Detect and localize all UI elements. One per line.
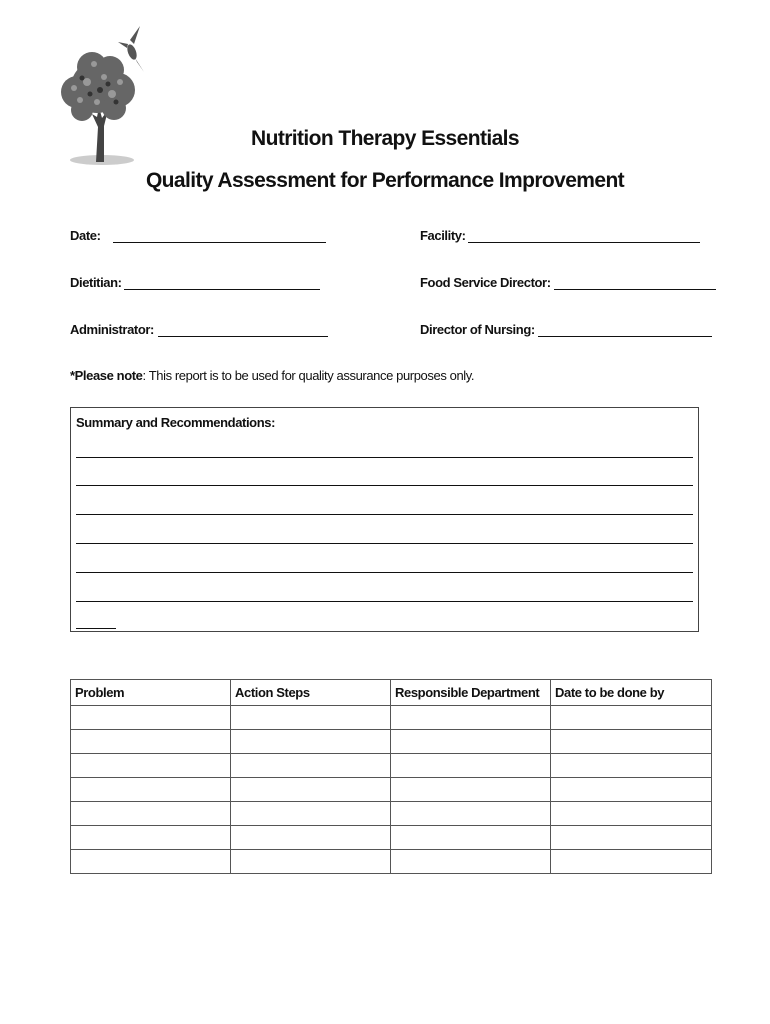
table-cell[interactable] <box>231 730 391 754</box>
table-cell[interactable] <box>391 706 551 730</box>
document-title: Nutrition Therapy Essentials <box>251 127 519 150</box>
table-row <box>71 778 712 802</box>
table-cell[interactable] <box>231 778 391 802</box>
table-cell[interactable] <box>71 730 231 754</box>
table-cell[interactable] <box>71 826 231 850</box>
summary-label: Summary and Recommendations: <box>76 415 276 430</box>
document-subtitle: Quality Assessment for Performance Improvement <box>145 169 625 192</box>
facility-field <box>420 225 700 243</box>
table-cell[interactable] <box>551 706 712 730</box>
table-cell[interactable] <box>71 850 231 874</box>
action-plan-table <box>70 679 712 874</box>
director-of-nursing-input-line[interactable] <box>538 322 712 337</box>
summary-line <box>76 601 693 602</box>
quality-assurance-note <box>70 368 474 383</box>
date-label: Date: <box>70 228 101 243</box>
table-cell[interactable] <box>71 778 231 802</box>
table-cell[interactable] <box>391 754 551 778</box>
table-cell[interactable] <box>71 754 231 778</box>
problem-header: Problem <box>71 680 231 706</box>
food-service-director-field <box>420 272 716 290</box>
table-cell[interactable] <box>231 802 391 826</box>
table-cell[interactable] <box>391 826 551 850</box>
table-cell[interactable] <box>231 706 391 730</box>
table-cell[interactable] <box>551 730 712 754</box>
table-cell[interactable] <box>231 826 391 850</box>
table-cell[interactable] <box>391 778 551 802</box>
table-row <box>71 754 712 778</box>
table-row <box>71 850 712 874</box>
table-cell[interactable] <box>551 754 712 778</box>
responsible-department-header: Responsible Department <box>391 680 551 706</box>
table-cell[interactable] <box>551 826 712 850</box>
note-text: : This report is to be used for quality assurance purposes only. <box>142 368 475 383</box>
note-bold: *Please note <box>70 368 143 383</box>
summary-box[interactable] <box>70 407 699 632</box>
administrator-input-line[interactable] <box>158 322 328 337</box>
table-row <box>71 802 712 826</box>
administrator-label: Administrator: <box>70 322 154 337</box>
summary-line <box>76 543 693 544</box>
date-input-line[interactable] <box>113 228 326 243</box>
table-row <box>71 730 712 754</box>
table-cell[interactable] <box>551 778 712 802</box>
table-cell[interactable] <box>71 802 231 826</box>
table-cell[interactable] <box>551 850 712 874</box>
facility-label: Facility: <box>420 228 466 243</box>
date-field <box>70 225 326 243</box>
table-cell[interactable] <box>71 706 231 730</box>
facility-input-line[interactable] <box>468 228 700 243</box>
dietitian-field <box>70 272 320 290</box>
dietitian-input-line[interactable] <box>124 275 320 290</box>
table-cell[interactable] <box>391 730 551 754</box>
date-to-be-done-by-header: Date to be done by <box>551 680 712 706</box>
table-cell[interactable] <box>391 802 551 826</box>
food-service-director-label: Food Service Director: <box>420 275 551 290</box>
table-cell[interactable] <box>231 754 391 778</box>
administrator-field <box>70 319 328 337</box>
table-cell[interactable] <box>551 802 712 826</box>
table-row <box>71 706 712 730</box>
director-of-nursing-label: Director of Nursing: <box>420 322 535 337</box>
table-cell[interactable] <box>231 850 391 874</box>
summary-line <box>76 457 693 458</box>
food-service-director-input-line[interactable] <box>554 275 716 290</box>
summary-line <box>76 485 693 486</box>
table-cell[interactable] <box>391 850 551 874</box>
action-steps-header: Action Steps <box>231 680 391 706</box>
dietitian-label: Dietitian: <box>70 275 122 290</box>
table-row <box>71 826 712 850</box>
summary-line-end <box>76 628 116 629</box>
summary-line <box>76 514 693 515</box>
director-of-nursing-field <box>420 319 712 337</box>
table-header-row <box>71 680 712 706</box>
summary-line <box>76 572 693 573</box>
